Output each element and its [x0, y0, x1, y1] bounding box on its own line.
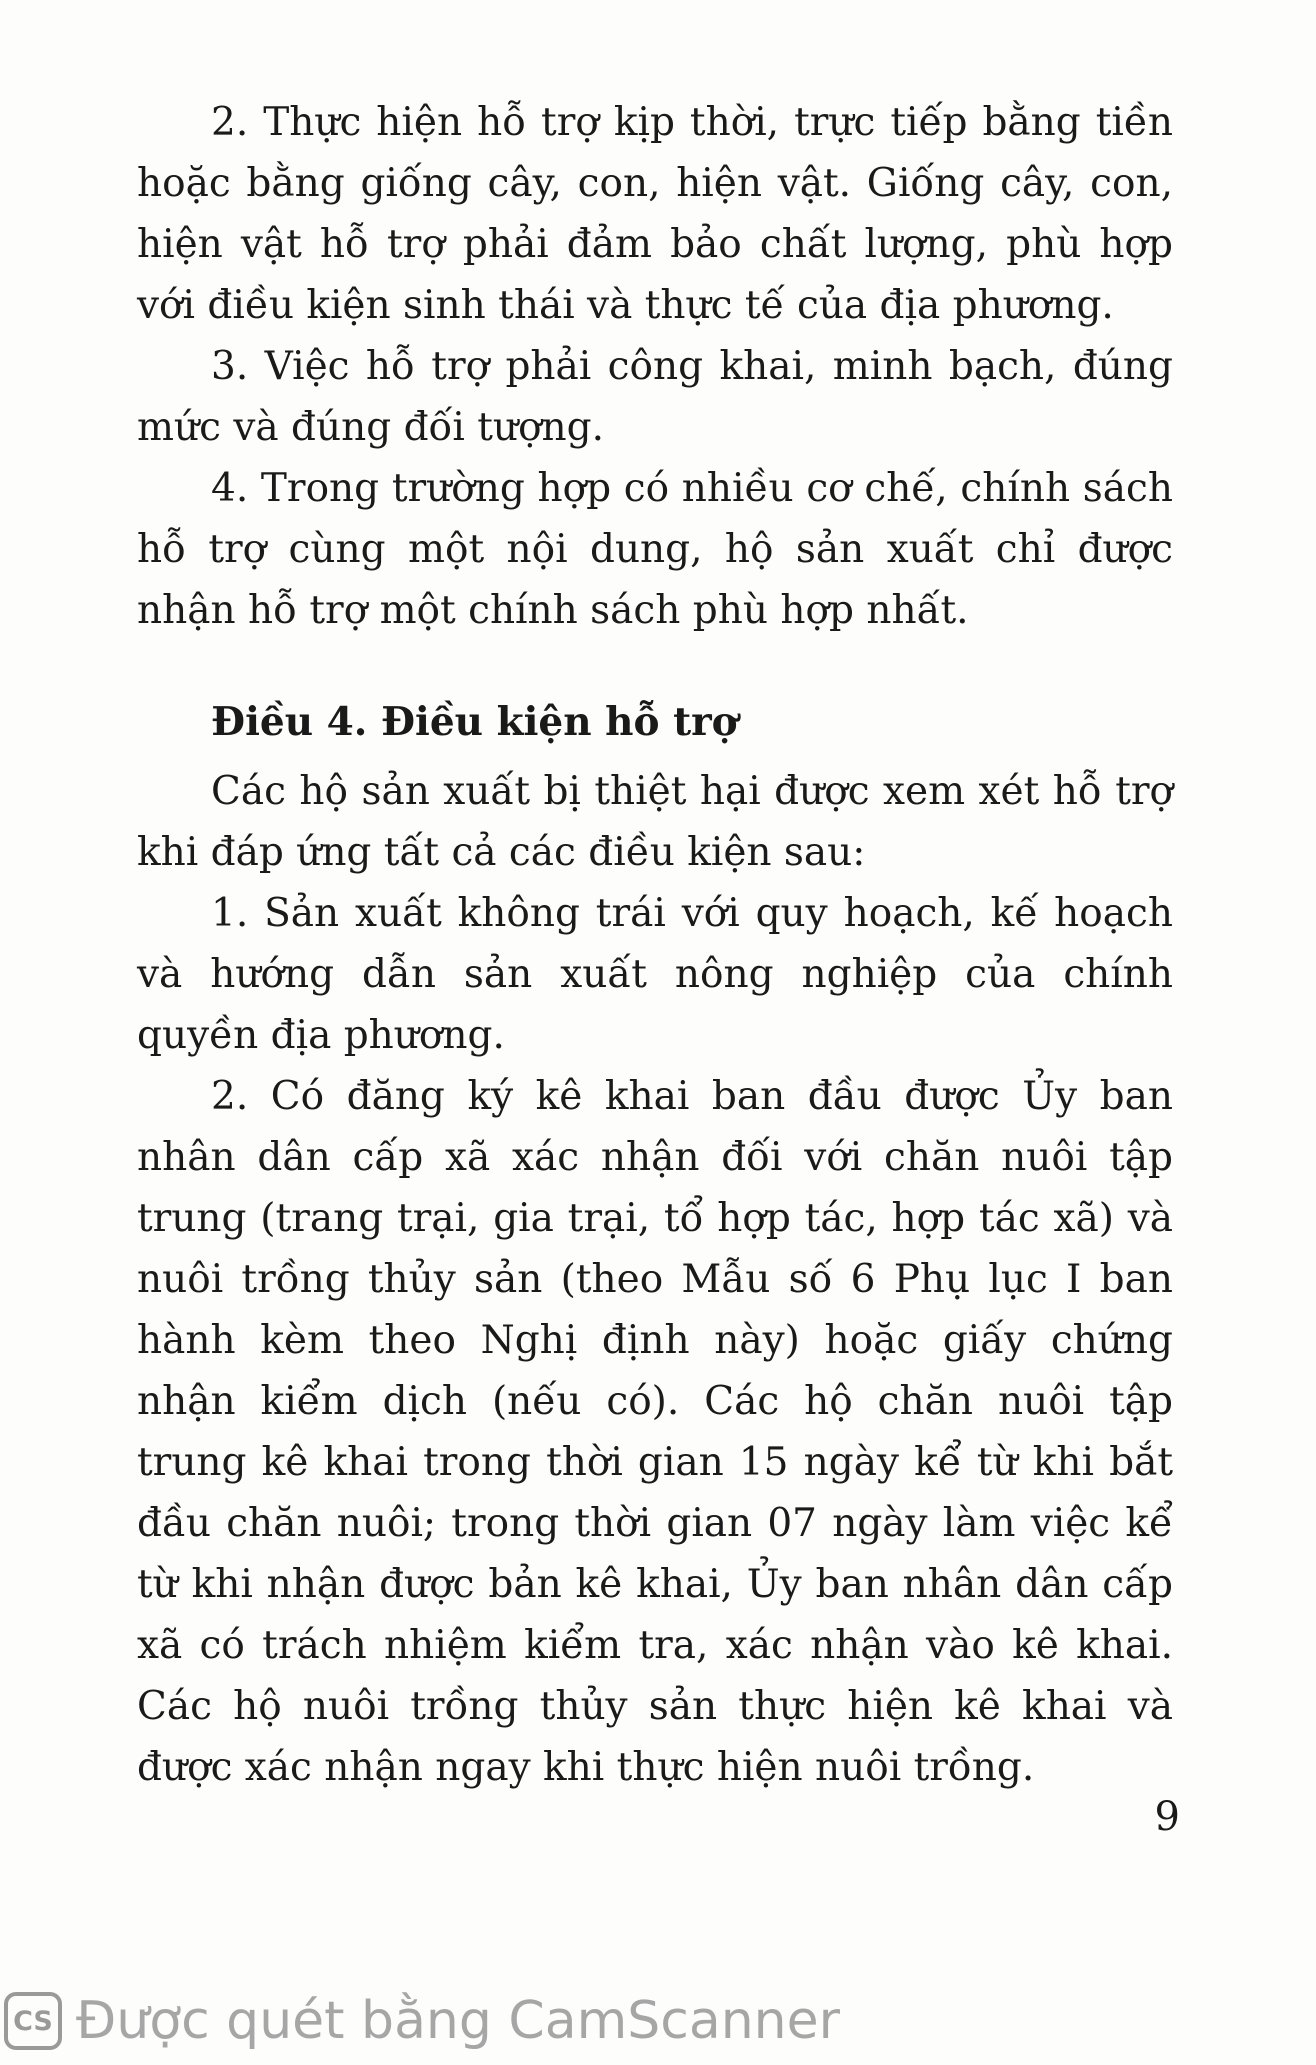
paragraph-condition-1: 1. Sản xuất không trái với quy hoạch, kế hoạch và hướng dẫn sản xuất nông nghiệp của chính quyền địa phương.	[137, 891, 1173, 1058]
paragraph-support-method: 2. Thực hiện hỗ trợ kịp thời, trực tiếp bằng tiền hoặc bằng giống cây, con, hiện vật. Giống cây, con, hiện vật hỗ trợ phải đảm bảo chất lượng, phù hợp với điều kiện sinh thái và thực tế của địa phương.	[137, 100, 1173, 328]
paragraph-conditions-intro: Các hộ sản xuất bị thiệt hại được xem xét hỗ trợ khi đáp ứng tất cả các điều kiện sau:	[137, 769, 1173, 875]
paragraph-transparency: 3. Việc hỗ trợ phải công khai, minh bạch, đúng mức và đúng đối tượng.	[137, 344, 1173, 450]
paragraph-condition-2: 2. Có đăng ký kê khai ban đầu được Ủy ban nhân dân cấp xã xác nhận đối với chăn nuôi tập trung (trang trại, gia trại, tổ hợp tác, hợp tác xã) và nuôi trồng thủy sản (theo Mẫu số 6 Phụ lục I ban hành kèm theo Nghị định này) hoặc giấy chứng nhận kiểm dịch (nếu có). Các hộ chăn nuôi tập trung kê khai trong thời gian 15 ngày kể từ khi bắt đầu chăn nuôi; trong thời gian 07 ngày làm việc kể từ khi nhận được bản kê khai, Ủy ban nhân dân cấp xã có trách nhiệm kiểm tra, xác nhận vào kê khai. Các hộ nuôi trồng thủy sản thực hiện kê khai và được xác nhận ngay khi thực hiện nuôi trồng.	[137, 1074, 1173, 1790]
page-number: 9	[1154, 1794, 1180, 1840]
article-heading: Điều 4. Điều kiện hỗ trợ	[211, 699, 738, 745]
paragraph-single-policy: 4. Trong trường hợp có nhiều cơ chế, chính sách hỗ trợ cùng một nội dung, hộ sản xuất chỉ được nhận hỗ trợ một chính sách phù hợp nhất.	[137, 466, 1173, 633]
document-body-bottom	[137, 692, 1173, 1798]
camscanner-watermark	[4, 1986, 840, 2056]
camscanner-logo-icon: CS	[4, 1992, 62, 2050]
watermark-text: Được quét bằng CamScanner	[76, 1991, 841, 2051]
document-body-top	[137, 92, 1173, 641]
